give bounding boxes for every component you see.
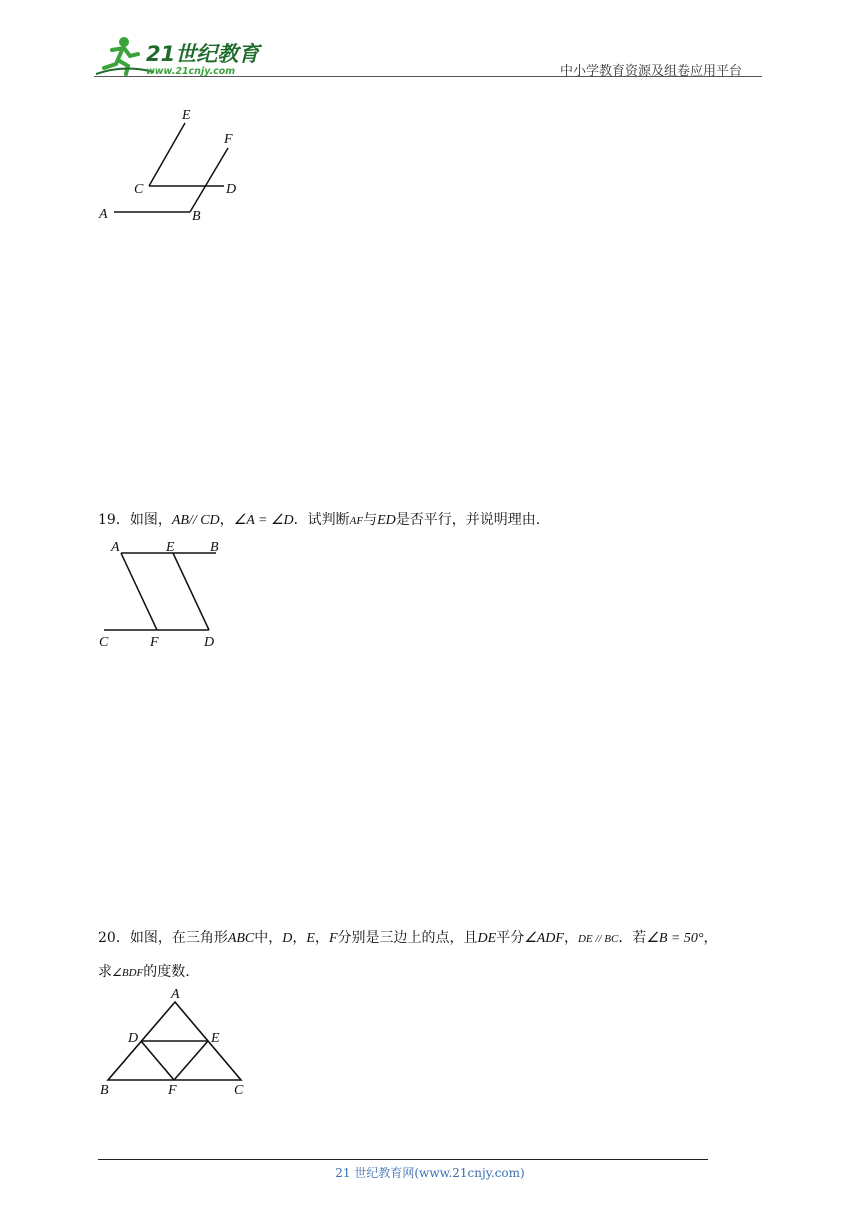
math-af: AF [349,515,364,527]
label-e: E [182,108,191,123]
figure-20 [96,985,256,1100]
label-f: F [168,1083,177,1098]
math-angle-bdf: ∠BDF [112,967,144,979]
label-f: F [224,132,233,147]
label-c: C [134,182,144,197]
label-e: E [166,540,175,555]
label-a: A [99,207,108,222]
math-de-parallel-bc: DE // BC [577,933,619,945]
math-angle-b: ∠B = 50° [646,931,704,946]
math-angle-adf: ∠ADF [524,931,564,946]
label-b: B [210,540,219,555]
segment-af [121,553,157,630]
figure-19 [96,535,236,655]
segment-bf [190,148,228,212]
segment-ed [173,553,209,630]
segment-df [141,1041,174,1080]
footer-link[interactable]: 21 世纪教育网(www.21cnjy.com) [335,1166,525,1180]
math-ab-parallel-cd: AB// CD [171,513,220,528]
logo-url: www.21cnjy.com [146,66,236,77]
problem-20: 20．如图，在三角形ABC中，D，E，F分别是三边上的点，且DE平分∠ADF，DE // BC．若∠B = 50°， [98,930,718,946]
math-f: F [328,931,338,946]
label-c: C [99,635,109,650]
math-ed: ED [377,513,396,528]
label-d: D [128,1031,139,1046]
label-e: E [211,1031,220,1046]
label-b: B [100,1083,109,1098]
problem-number: 19． [98,512,130,528]
math-de: DE [477,931,497,946]
footer-divider [98,1159,708,1160]
label-b: B [192,209,201,224]
problem-19: 19．如图，AB// CD，∠A = ∠D．试判断AF与ED是否平行，并说明理由. [98,512,541,528]
header-divider [94,76,762,77]
segment-ce [149,123,185,186]
label-c: C [234,1083,244,1098]
problem-20-line-2: 求∠BDF的度数. [98,964,190,980]
label-d: D [226,182,237,197]
label-a: A [171,987,180,1002]
segment-ef [174,1041,208,1080]
header-tagline: 中小学教育资源及组卷应用平台 [560,64,743,79]
site-logo [94,34,264,78]
math-angle-equal: ∠A = ∠D [233,513,294,528]
math-abc: ABC [227,931,255,946]
logo-text: 21世纪教育 [146,42,260,66]
label-d: D [204,635,215,650]
label-f: F [150,635,159,650]
math-d: D [282,931,293,946]
label-a: A [111,540,120,555]
math-e: E [306,931,315,946]
figure-18 [96,100,256,230]
problem-number: 20． [98,930,130,946]
